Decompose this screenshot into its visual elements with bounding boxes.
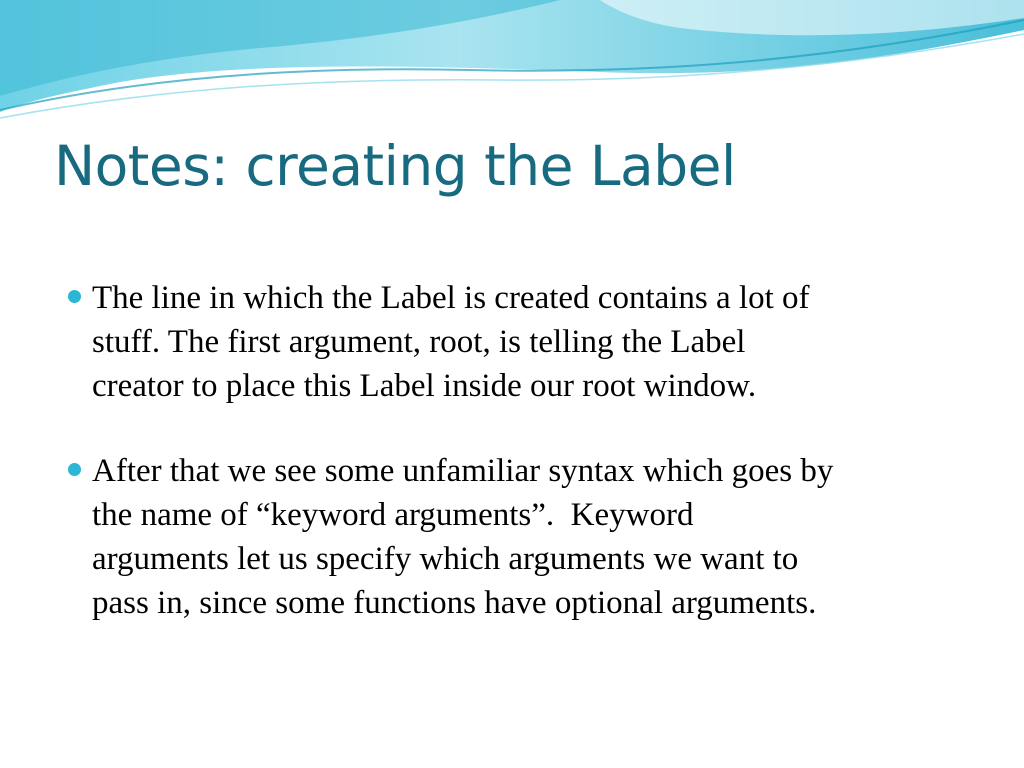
bullet-line: pass in, since some functions have optional arguments. [92,585,817,621]
bullet-line: The line in which the Label is created contains a lot of [92,280,810,316]
bullet-line: After that we see some unfamiliar syntax which goes by [92,453,834,489]
bullet-line: stuff. The first argument, root, is telling the Label [92,324,746,360]
bullet-line: creator to place this Label inside our root window. [92,368,757,404]
bullet-line: the name of “keyword arguments”. Keyword [92,497,694,533]
bullet-dot-icon [68,290,81,303]
bullet-dot-icon [68,463,81,476]
bullet-item [64,449,984,625]
bullet-line: arguments let us specify which arguments we want to [92,541,799,577]
bullet-list [64,276,984,666]
slide-title: Notes: creating the Label [54,134,736,198]
header-wave-decoration [0,0,1024,130]
bullet-item [64,276,984,408]
